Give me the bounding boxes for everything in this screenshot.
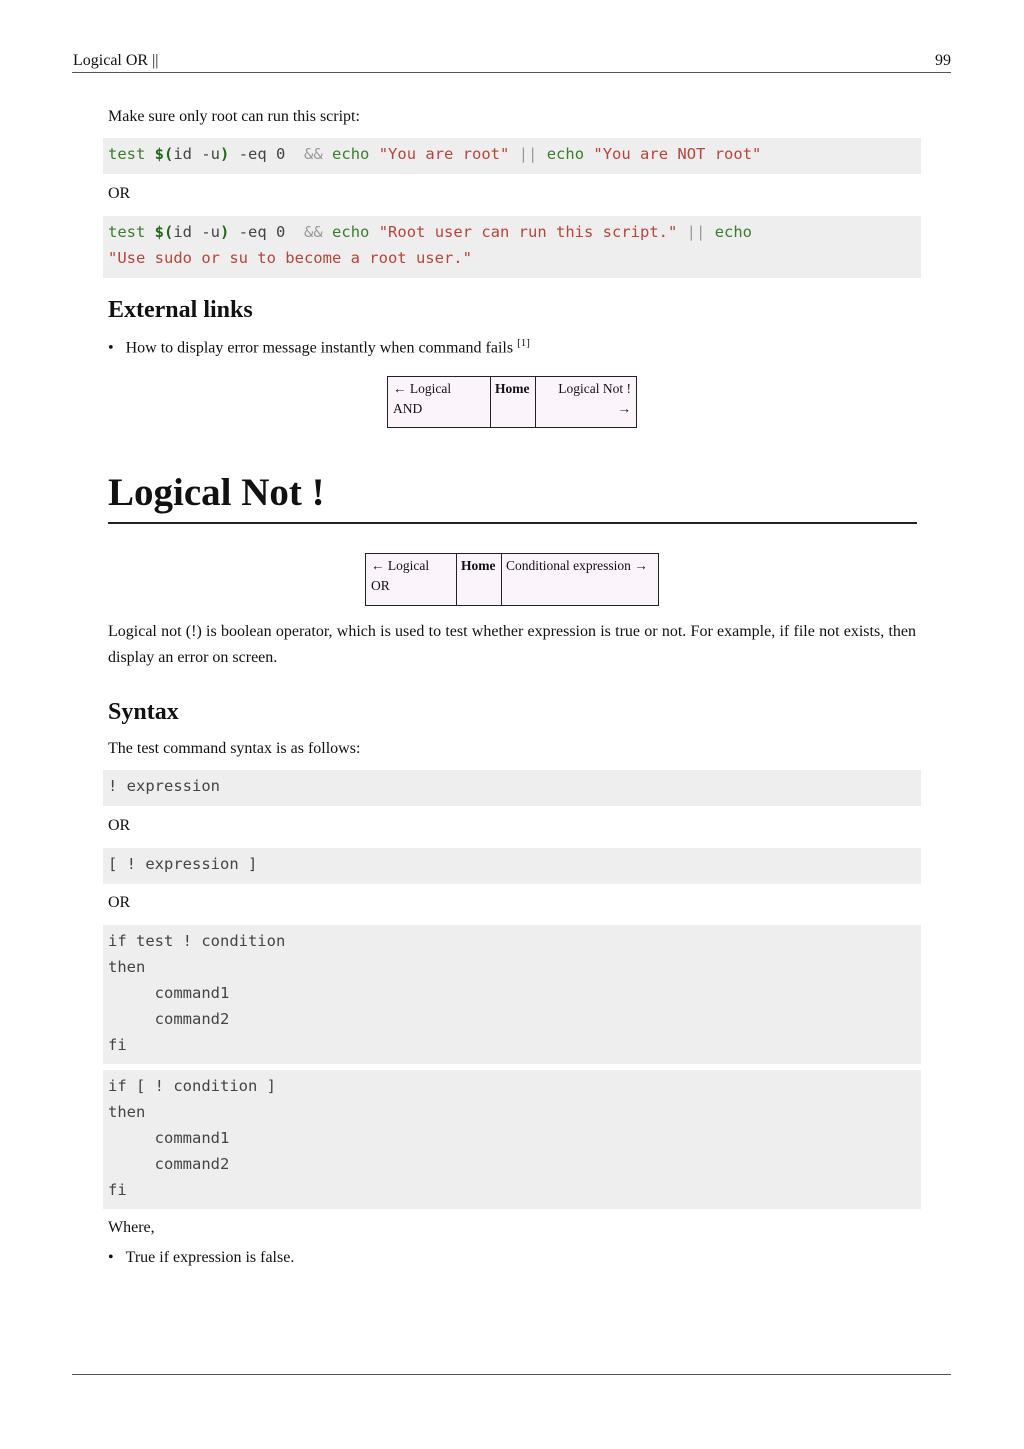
external-link-item (108, 337, 530, 357)
code-token: test (108, 223, 146, 241)
code-token: $( (154, 223, 174, 241)
nav-prev-label: ← Logical (371, 558, 430, 573)
code-token: echo (714, 223, 753, 241)
reference-marker[interactable]: [1] (517, 337, 530, 349)
syntax-heading: Syntax (108, 699, 179, 725)
footer-rule (72, 1374, 951, 1375)
code-line: fi (108, 1181, 127, 1199)
bullet-dot: • (108, 339, 114, 357)
where-list-item (108, 1249, 294, 1267)
code-line: then (108, 1103, 146, 1121)
nav-prev-link[interactable] (388, 377, 491, 428)
nav-home-link[interactable]: Home (457, 554, 502, 606)
nav-box-logical-not (365, 553, 659, 606)
code-line: then (108, 958, 146, 976)
code-block-if-test (103, 925, 921, 1064)
root-intro-text: Make sure only root can run this script: (108, 108, 360, 125)
code-block-root-check (103, 138, 921, 174)
code-token: ) (220, 223, 230, 241)
nav-next-label: Logical Not ! (558, 381, 631, 396)
code-token: test (108, 145, 146, 163)
code-token: -eq 0 (229, 223, 305, 241)
nav-prev-link[interactable] (366, 554, 457, 606)
code-line: command1 (108, 984, 230, 1002)
code-token: echo (332, 145, 370, 163)
where-label: Where, (108, 1219, 155, 1236)
code-token: $( (154, 145, 174, 163)
code-block-not-bracket: [ ! expression ] (103, 848, 921, 884)
running-header-title: Logical OR || (73, 52, 159, 69)
nav-prev-label-2: AND (393, 401, 423, 416)
intro-paragraph: Logical not (!) is boolean operator, which is used to test whether expression is true or not. For example, if file not exists, then display an error on screen. (108, 623, 916, 666)
code-line: fi (108, 1036, 127, 1054)
nav-next-link[interactable] (536, 377, 637, 428)
code-token: "Use sudo or su to become a root user." (108, 249, 472, 267)
code-token: || (686, 223, 706, 241)
code-token: -eq 0 (229, 145, 305, 163)
page-number: 99 (935, 52, 951, 69)
nav-next-link[interactable]: Conditional expression → (502, 554, 659, 606)
bullet-dot: • (108, 1249, 114, 1266)
code-line: if [ ! condition ] (108, 1077, 276, 1095)
or-label: OR (108, 185, 131, 202)
nav-box-logical-or (387, 376, 637, 428)
nav-prev-label-2: OR (371, 578, 390, 593)
code-token: id -u (173, 145, 221, 163)
code-block-if-bracket (103, 1070, 921, 1209)
header-rule (72, 72, 951, 73)
code-token: && (304, 145, 323, 163)
title-rule (108, 522, 917, 524)
code-token: ) (220, 145, 230, 163)
code-token: "You are NOT root" (593, 145, 762, 163)
where-item-text: True if expression is false. (125, 1249, 295, 1266)
external-links-heading: External links (108, 297, 253, 323)
code-token: echo (546, 145, 585, 163)
code-line: command2 (108, 1010, 230, 1028)
nav-prev-label: ← Logical (393, 381, 452, 396)
code-token: id -u (173, 223, 221, 241)
code-token: "You are root" (378, 145, 510, 163)
code-line: command1 (108, 1129, 230, 1147)
or-label: OR (108, 894, 131, 911)
nav-home-link[interactable]: Home (491, 377, 536, 428)
code-token: || (518, 145, 538, 163)
code-token: "Root user can run this script." (378, 223, 678, 241)
code-token: && (304, 223, 323, 241)
page-title: Logical Not ! (108, 471, 325, 514)
syntax-intro: The test command syntax is as follows: (108, 740, 361, 757)
nav-next-arrow: → (617, 401, 631, 416)
code-block-not-expression: ! expression (103, 770, 921, 806)
code-line: command2 (108, 1155, 230, 1173)
code-token: echo (332, 223, 370, 241)
external-link[interactable]: How to display error message instantly when command fails (125, 339, 514, 357)
or-label: OR (108, 817, 131, 834)
code-line: if test ! condition (108, 932, 286, 950)
code-block-root-check-verbose (103, 216, 921, 278)
